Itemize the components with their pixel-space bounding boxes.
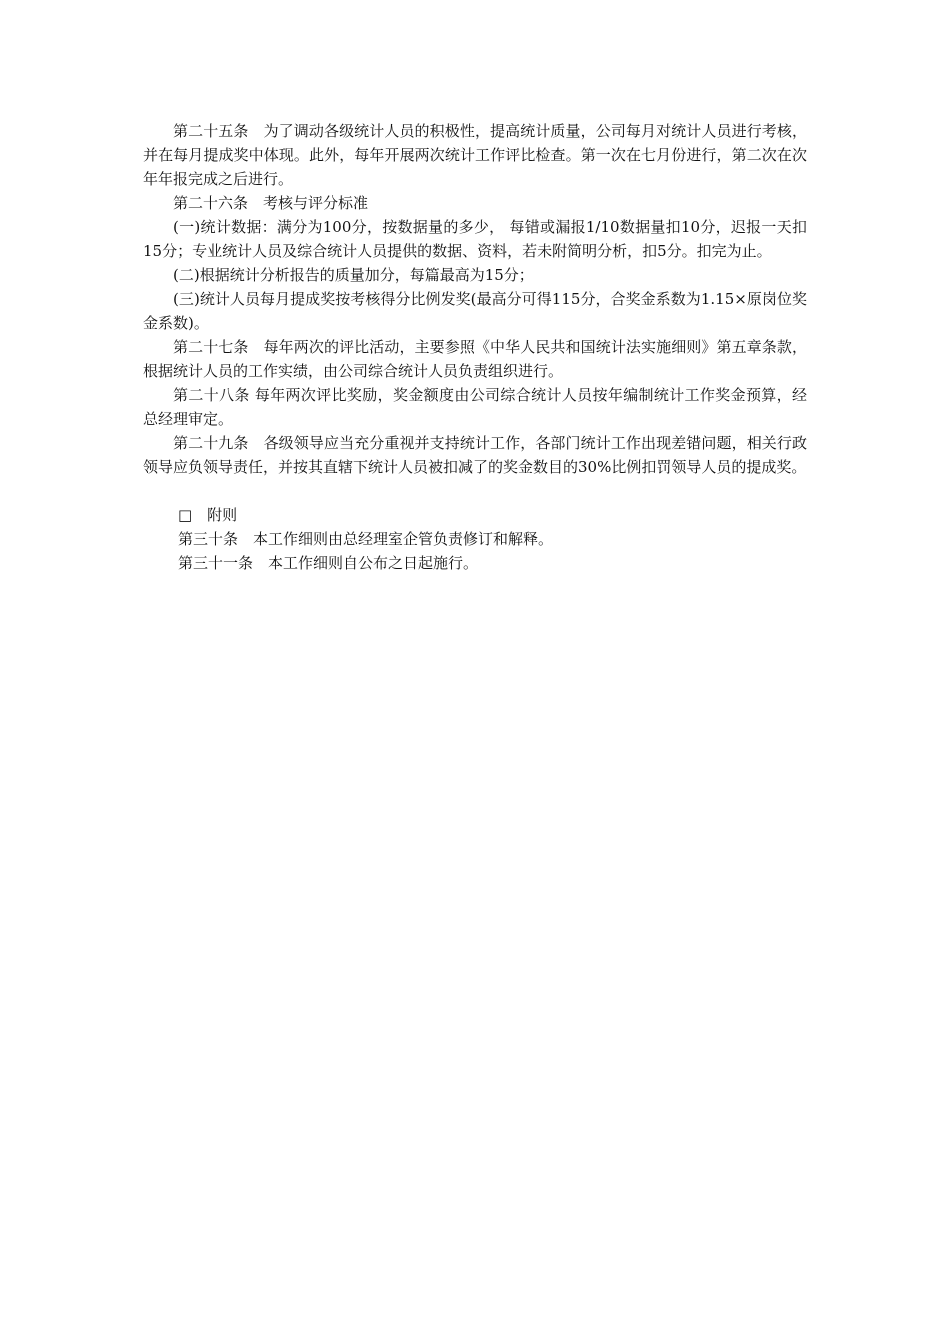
section-spacer: [143, 479, 807, 503]
article-31: 第三十一条 本工作细则自公布之日起施行。: [178, 554, 479, 572]
article-28: 第二十八条 每年两次评比奖励，奖金额度由公司综合统计人员按年编制统计工作奖金预算，经总经理审定。: [143, 386, 807, 428]
article-26-title: 第二十六条 考核与评分标准: [173, 194, 369, 212]
article-26-item-3: (三)统计人员每月提成奖按考核得分比例发奖(最高分可得115分，合奖金系数为1.15×原岗位奖金系数)。: [143, 290, 807, 332]
article-25: 第二十五条 为了调动各级统计人员的积极性，提高统计质量，公司每月对统计人员进行考核，并在每月提成奖中体现。此外，每年开展两次统计工作评比检查。第一次在七月份进行，第二次在次年年报完成之后进行。: [143, 122, 807, 188]
article-27: 第二十七条 每年两次的评比活动，主要参照《中华人民共和国统计法实施细则》第五章条款，根据统计人员的工作实绩，由公司综合统计人员负责组织进行。: [143, 338, 807, 380]
article-26-item-1: (一)统计数据：满分为100分，按数据量的多少， 每错或漏报1/10数据量扣10分，迟报一天扣15分；专业统计人员及综合统计人员提供的数据、资料，若未附简明分析，扣5分。扣完为止。: [143, 218, 807, 260]
article-29: 第二十九条 各级领导应当充分重视并支持统计工作，各部门统计工作出现差错问题，相关行政领导应负领导责任，并按其直辖下统计人员被扣减了的奖金数目的30%比例扣罚领导人员的提成奖。: [143, 434, 807, 476]
document-page: [143, 119, 807, 575]
section-heading-supplementary: □ 附则: [178, 506, 238, 524]
article-30: 第三十条 本工作细则由总经理室企管负责修订和解释。: [178, 530, 554, 548]
article-26-item-2: (二)根据统计分析报告的质量加分，每篇最高为15分；: [173, 266, 534, 284]
